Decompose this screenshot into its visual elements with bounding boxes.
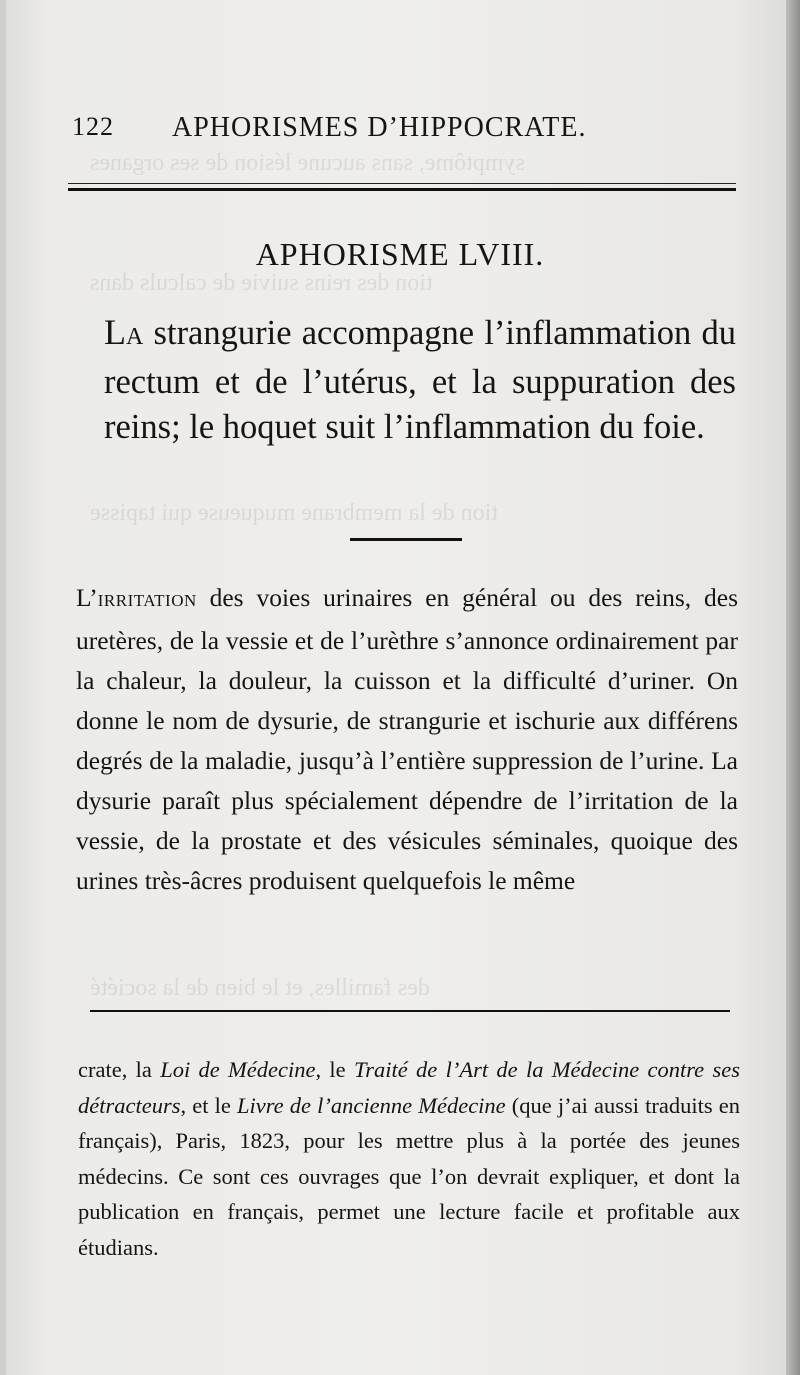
commentary-lead-smallcaps: IRRITATION bbox=[97, 591, 197, 610]
commentary-lead-initial: L’ bbox=[76, 583, 98, 612]
page-left-edge bbox=[0, 0, 6, 1375]
aphorism-lead-smallcaps: A bbox=[126, 324, 144, 350]
show-through-text: des familles, et le bien de la société bbox=[90, 975, 430, 1001]
aphorism-lead-initial: L bbox=[104, 312, 126, 352]
footnote-text: , et le bbox=[180, 1092, 237, 1118]
page-number: 122 bbox=[72, 112, 114, 141]
running-head bbox=[72, 108, 732, 148]
footnote bbox=[78, 1052, 740, 1265]
running-title: APHORISMES D’HIPPOCRATE. bbox=[172, 112, 587, 143]
header-rule-thick bbox=[68, 188, 736, 191]
footnote-text: , le bbox=[315, 1057, 354, 1082]
commentary-body: des voies urinaires en général ou des reins, des uretères, de la vessie et de l’urèthre s’annonce ordinairement par la chaleur, la douleur, la cuisson et la difficulté d’uriner. On donne le nom de dysurie, de strangurie et ischurie aux différens degrés de la maladie, jusqu’à l’entière suppression de l’urine. La dysurie paraît plus spécialement dépendre de l’irritation de la vessie, de la prostate et des vésicules séminales, quoique des urines très-âcres produisent quelquefois le même bbox=[76, 583, 738, 895]
footnote-title-loi: Loi de Médecine bbox=[160, 1057, 316, 1082]
show-through-text: tion de la membrane muqueuse qui tapisse bbox=[90, 500, 498, 526]
aphorism-text bbox=[104, 310, 736, 450]
aphorism-body: strangurie accompagne l’inflammation du rectum et de l’utérus, et la suppuration des reins; le hoquet suit l’inflammation du foie. bbox=[104, 314, 736, 446]
footnote-text: (que j’ai aussi traduits en français), Paris, 1823, pour les mettre plus à la portée des jeunes médecins. Ce sont ces ouvrages que l’on devrait expliquer, et dont la publication en français, permet une lecture facile et profitable aux étudians. bbox=[78, 1092, 741, 1260]
section-divider bbox=[350, 538, 462, 541]
commentary-paragraph bbox=[76, 578, 738, 901]
footnote-text: crate, la bbox=[78, 1057, 161, 1082]
page-right-edge bbox=[786, 0, 800, 1375]
header-rule-thin bbox=[68, 183, 736, 184]
aphorism-title: APHORISME LVIII. bbox=[255, 236, 545, 272]
show-through-text: tion des reins suivie de calculs dans bbox=[90, 270, 433, 296]
show-through-text: symptôme, sans aucune lésion de ses organes bbox=[90, 150, 525, 176]
footnote-title-livre: Livre de l’ancienne Médecine bbox=[236, 1092, 506, 1118]
footnote-rule bbox=[90, 1010, 730, 1012]
footnote-title-traite: Traité de l’Art de la Médecine contre ses détracteurs bbox=[78, 1057, 740, 1118]
